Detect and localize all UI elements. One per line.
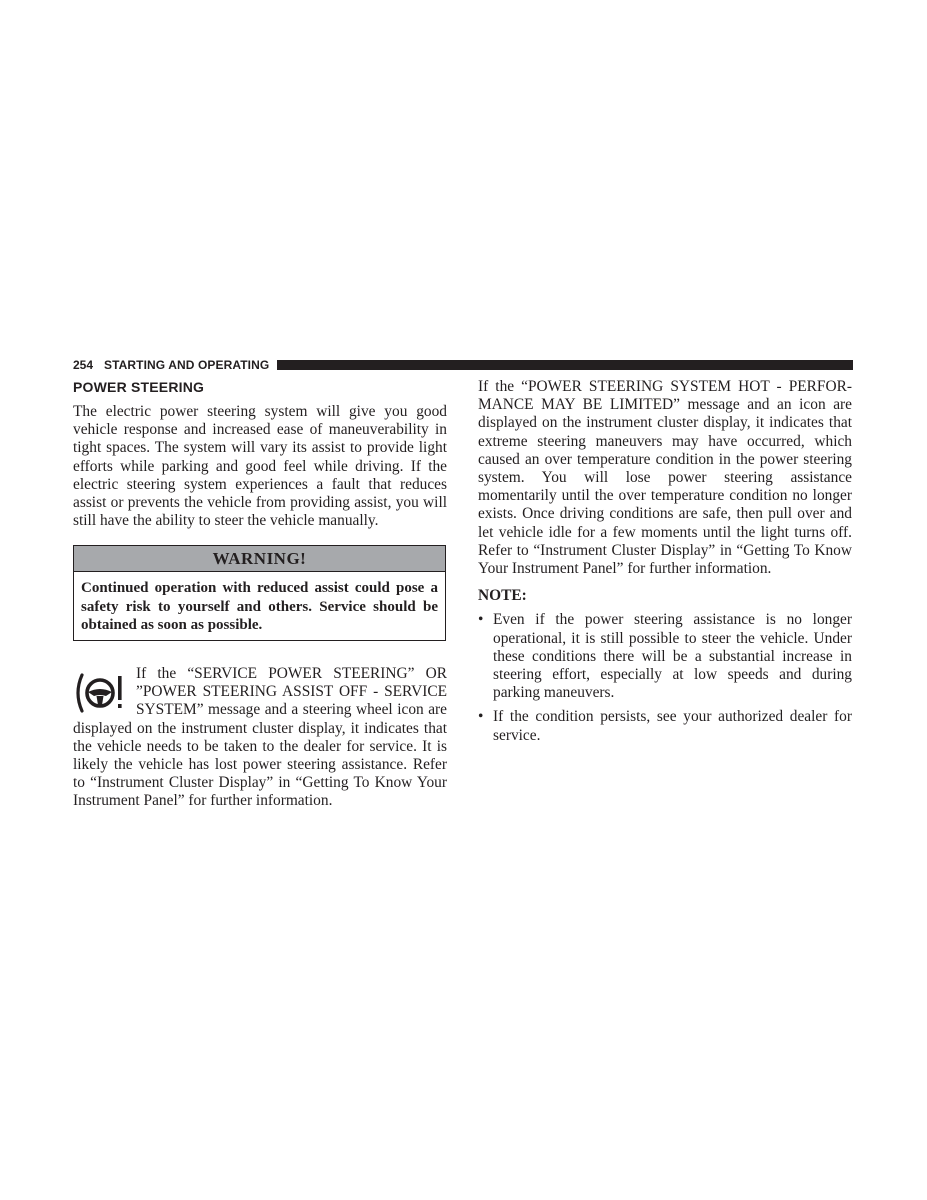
bullet-icon: • [478, 708, 484, 726]
right-column [478, 378, 852, 751]
warning-box [73, 545, 446, 641]
steering-wheel-warning-icon [73, 667, 127, 719]
list-item-text: If the condition persists, see your authorized dealer for service. [493, 708, 852, 744]
page-header [73, 357, 853, 373]
header-rule [277, 360, 853, 370]
service-message-block [73, 665, 447, 811]
hot-message-paragraph: If the “POWER STEERING SYSTEM HOT - PERFORMANCE MAY BE LIMITED” message and an icon are displayed on the instrument cluster display, it indicates that extreme steering maneuvers may have occurred, which caused an over temperature condition in the power steering system. You will lose power steering assistance momentarily until the over temperature condition no longer exists. Once driving conditions are safe, then pull over and let vehicle idle for a few moments until the light turns off. Refer to “Instrument Cluster Display” in “Getting To Know Your Instrument Panel” for further information. [478, 378, 852, 578]
list-item [478, 708, 852, 744]
service-paragraph: If the “SERVICE POWER STEERING” OR ”POWER STEERING ASSIST OFF - SERVICE SYSTEM” message and a steering wheel icon are displayed on the instrument cluster display, it indicates that the vehicle needs to be taken to the dealer for service. It is likely the vehicle has lost power steering assistance. Refer to “Instrument Cluster Display” in “Getting To Know Your Instrument Panel” for further information. [73, 665, 447, 810]
page-number: 254 [73, 358, 94, 372]
note-heading: NOTE: [478, 587, 527, 605]
list-item [478, 611, 852, 702]
note-list [478, 611, 852, 744]
list-item-text: Even if the power steering assistance is no longer operational, it is still possible to steer the vehicle. Under these conditions there will be a substantial increase in steering effort, especially at low speeds and during parking maneuvers. [493, 611, 852, 702]
left-column [73, 378, 447, 811]
section-heading: POWER STEERING [73, 379, 205, 395]
bullet-icon: • [478, 611, 484, 629]
warning-title: WARNING! [74, 546, 445, 572]
section-title: STARTING AND OPERATING [104, 358, 270, 372]
warning-text: Continued operation with reduced assist could pose a safety risk to yourself and others. Service should be obtained as soon as possible. [81, 580, 438, 633]
intro-paragraph: The electric power steering system will give you good vehicle response and increased ease of maneuverability in tight spaces. The system will vary its assist to provide light efforts while parking and good feel while driving. If the electric steering system experiences a fault that reduces assist or prevents the vehicle from providing assist, you will still have the ability to steer the vehicle manually. [73, 403, 447, 530]
